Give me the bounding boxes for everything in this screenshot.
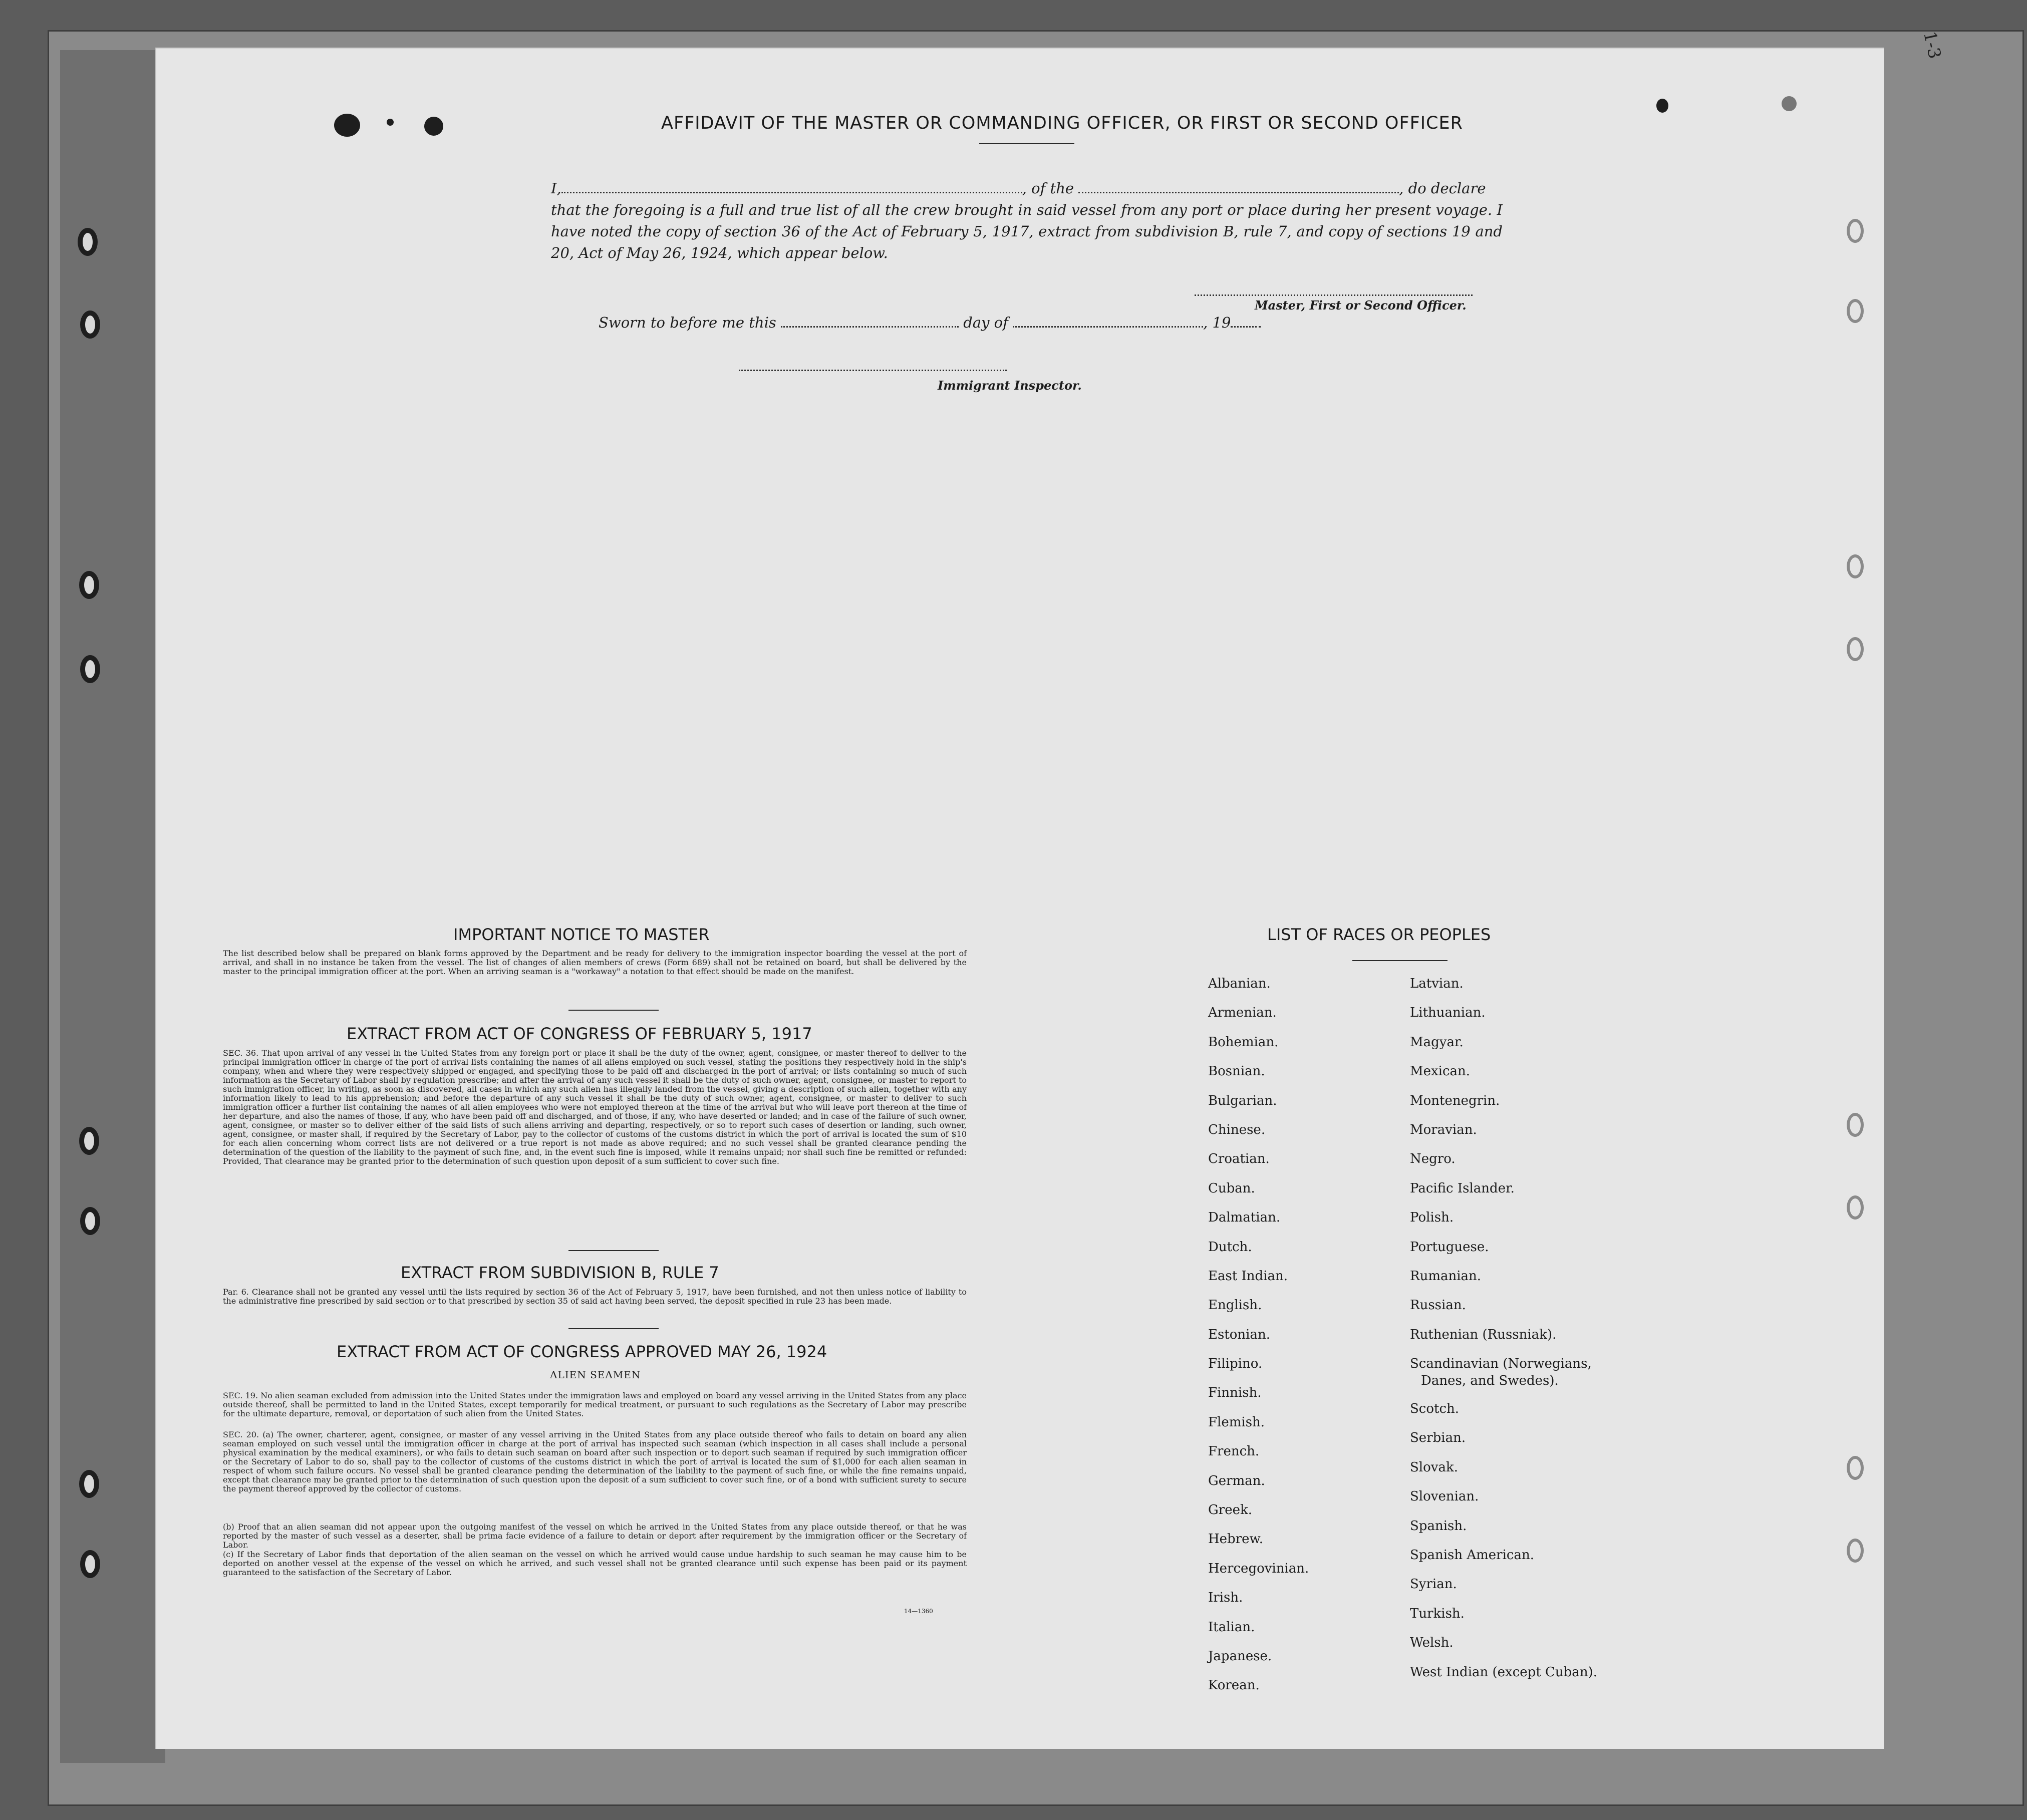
race-item: English. [1208,1298,1262,1313]
name-blank [561,182,1022,193]
race-item: Turkish. [1410,1606,1465,1621]
extract-1924-sec20c: (c) If the Secretary of Labor finds that deportation of the alien seaman on the vessel on which he arrived would cause undue hardship to such seaman he may cause him to be deported on another vessel at the expense of the vessel on which he arrived, and such vessel shall not be granted clearance until such expense has been paid or its payment guaranteed to the satisfaction of the Secretary of Labor. [223,1550,967,1577]
race-item: Montenegrin. [1410,1093,1500,1108]
race-item: Chinese. [1208,1122,1266,1137]
ink-stain [334,114,360,137]
ink-stain [1782,96,1797,111]
form-code: 14—1360 [904,1608,933,1615]
race-item: Croatian. [1208,1151,1270,1167]
race-item: Bohemian. [1208,1034,1279,1050]
race-item: Estonian. [1208,1327,1270,1342]
vessel-blank [1078,182,1399,193]
binder-spine [60,50,165,1763]
divider [568,1328,659,1329]
sworn-year-blank [1231,316,1261,328]
extract-1917-text: SEC. 36. That upon arrival of any vessel in the United States from any foreign port or place it shall be the duty of the owner, agent, consignee, or master thereof to deliver to the principal immigration officer in charge of the port of arrival lists containing the names of all aliens employed on such vessel, stating the positions they respectively hold in the ship's company, when and where they were respectively shipped or engaged, and specifying those to be paid off and discharged in the port of arrival; or lists containing so much of such information as the Secretary of Labor shall by regulation prescribe; and after the arrival of any such vessel it shall be the duty of such owner, agent, consignee, or master to report to such immigration officer, in writing, as soon as discovered, all cases in which any such alien has illegally landed from the vessel, giving a description of such alien, together with any information likely to lead to his apprehension; and before the departure of any such vessel it shall be the duty of such owner, agent, consignee, or master to deliver to such immigration officer a further list containing the names of all alien employees who were not employed thereon at the time of the arrival but who will leave port thereon at the time of her departure, and also the names of those, if any, who have been paid off and discharged, and of those, if any, who have deserted or landed; and in case of the failure of such owner, agent, consignee, or master so to deliver either of the said lists of such aliens arriving and departing, respectively, or so to report such cases of desertion or landing, such owner, agent, consignee, or master shall, if required by the Secretary of Labor, pay to the collector of customs of the customs district in which the port of arrival is located the sum of $10 for each alien concerning whom correct lists are not delivered or a true report is not made as above required; and no such vessel shall be granted clearance pending the determination of the question of the liability to the payment of such fine, and, in the event such fine is imposed, while it remains unpaid; nor shall such fine be remitted or refunded: Provided, That clearance may be granted prior to the determination of such question upon deposit of a sum sufficient to cover such fine. [223,1048,967,1166]
race-item: Bosnian. [1208,1064,1265,1079]
race-item: Polish. [1410,1210,1454,1226]
binder-hole [80,655,100,683]
race-item: Scandinavian (Norwegians, [1410,1356,1592,1372]
race-item: Flemish. [1208,1414,1265,1430]
sworn-prefix: Sworn to before me this [599,314,776,331]
sworn-line [599,314,1261,331]
race-item: Welsh. [1410,1635,1454,1651]
sworn-day-blank [781,316,959,328]
race-item: Mexican. [1410,1064,1471,1079]
race-item: Magyar. [1410,1034,1464,1050]
extract-1917-title: EXTRACT FROM ACT OF CONGRESS OF FEBRUARY 5, 1917 [347,1024,812,1043]
race-item: German. [1208,1473,1265,1488]
race-item: Russian. [1410,1298,1466,1313]
race-item: Negro. [1410,1151,1456,1167]
extract-1924-sec20: SEC. 20. (a) The owner, charterer, agent, consignee, or master of any vessel arriving in the United States from any place outside thereof who fails to detain on board any alien seaman employed on such vessel until the immigration officer in charge at the port of arrival has inspected such seaman (which inspection in all cases shall include a personal physical examination by the medical examiners), or who fails to detain such seaman on board after such inspection or to deport such seaman if required by such immigration officer or the Secretary of Labor to do so, shall pay to the collector of customs of the customs district in which the port of arrival is located the sum of $1,000 for each alien seaman in respect of whom such failure occurs. No vessel shall be granted clearance pending the determination of the liability to the payment of such fine, or while the fine remains unpaid, except that clearance may be granted prior to the determination of such question upon the deposit of a sum sufficient to cover such fine, or of a bond with sufficient surety to secure the payment thereof approved by the collector of customs. [223,1430,967,1493]
notice-title: IMPORTANT NOTICE TO MASTER [453,925,710,944]
page-hole [1847,1113,1864,1137]
binder-hole [79,1470,99,1498]
race-item: Finnish. [1208,1385,1262,1401]
subdivision-title: EXTRACT FROM SUBDIVISION B, RULE 7 [401,1263,719,1282]
title-underline [979,143,1074,144]
master-label: Master, First or Second Officer. [1255,298,1467,313]
page-hole [1847,1539,1864,1563]
extract-1924-title: EXTRACT FROM ACT OF CONGRESS APPROVED MAY 26, 1924 [337,1342,827,1361]
extract-1924-sec20b: (b) Proof that an alien seaman did not appear upon the outgoing manifest of the vessel on which he arrived in the United States from any place outside thereof, or that he was reported by the master of such vessel as a deserter, shall be prima facie evidence of a failure to detain or deport after requirement by the immigration officer or the Secretary of Labor. [223,1522,967,1550]
races-right-column [1410,969,1597,1687]
notice-text: The list described below shall be prepared on blank forms approved by the Department and be ready for delivery to the immigration inspector boarding the vessel at the port of arrival, and shall in no instance be taken from the vessel. The list of changes of alien members of crews (Form 689) shall not be retained on board, but shall be delivered by the master to the principal immigration officer at the port. When an arriving seaman is a "workaway" a notation to that effect should be made on the manifest. [223,949,967,976]
affidavit-title: AFFIDAVIT OF THE MASTER OR COMMANDING OFFICER, OR FIRST OR SECOND OFFICER [661,113,1463,133]
sworn-day-label: day of [963,314,1008,331]
race-item: East Indian. [1208,1268,1288,1284]
page-hole [1847,1456,1864,1480]
subdivision-text: Par. 6. Clearance shall not be granted any vessel until the lists required by section 36 of the Act of February 5, 1917, have been furnished, and not then unless notice of liability to the administrative fine prescribed by said section or to that prescribed by section 35 of said act having been served, the deposit specified in rule 23 has been made. [223,1287,967,1306]
race-item: Lithuanian. [1410,1005,1486,1021]
race-item: Hebrew. [1208,1532,1263,1547]
race-item: Danes, and Swedes). [1421,1373,1559,1389]
race-item: French. [1208,1444,1260,1459]
ink-stain [424,117,443,136]
ink-stain [387,119,394,126]
binder-hole [78,228,98,256]
race-item: Slovak. [1410,1459,1458,1475]
binder-hole [79,571,99,599]
race-item: Greek. [1208,1502,1252,1518]
page-hole [1847,1195,1864,1220]
inspector-label: Immigrant Inspector. [938,378,1082,393]
page-number: 1-3 [1919,30,1945,61]
affidavit-text [551,178,1503,264]
affidavit-i: I, [551,180,561,197]
binder-hole [80,1550,100,1578]
races-underline [1352,960,1447,961]
race-item: Irish. [1208,1590,1243,1606]
race-item: Bulgarian. [1208,1093,1277,1108]
race-item: Spanish. [1410,1518,1467,1534]
race-item: Pacific Islander. [1410,1180,1515,1196]
page-hole [1847,554,1864,578]
race-item: Filipino. [1208,1356,1263,1372]
sworn-year-label: , 19 [1203,314,1231,331]
inspector-signature-line [739,370,1007,371]
races-left-column [1208,969,1309,1700]
document-page [155,48,1884,1749]
race-item: Moravian. [1410,1122,1477,1137]
races-title: LIST OF RACES OR PEOPLES [1267,925,1491,944]
affidavit-body: that the foregoing is a full and true list of all the crew brought in said vessel from any port or place during her present voyage. I have noted the copy of section 36 of the Act of February 5, 1917, extract from subdivision B, rule 7, and copy of sections 19 and 20, Act of May 26, 1924, which appear below. [551,201,1503,261]
race-item: Japanese. [1208,1648,1272,1664]
race-item: Cuban. [1208,1180,1255,1196]
divider [568,1010,659,1011]
alien-seamen-subtitle: ALIEN SEAMEN [550,1369,641,1381]
race-item: Scotch. [1410,1401,1460,1417]
binder-hole [80,311,100,339]
race-item: Rumanian. [1410,1268,1482,1284]
page-hole [1847,637,1864,661]
sworn-month-blank [1013,316,1203,328]
race-item: West Indian (except Cuban). [1410,1664,1597,1680]
ink-stain [1656,99,1668,113]
race-item: Dalmatian. [1208,1210,1281,1226]
divider [568,1250,659,1251]
binder-hole [79,1127,99,1155]
binder-hole [80,1207,100,1235]
race-item: Albanian. [1208,976,1271,991]
master-signature-line [1195,294,1473,296]
race-item: Syrian. [1410,1577,1457,1592]
page-hole [1847,219,1864,243]
affidavit-of-the: , of the [1022,180,1074,197]
affidavit-declare: , do declare [1399,180,1486,197]
race-item: Armenian. [1208,1005,1277,1021]
race-item: Italian. [1208,1619,1255,1635]
race-item: Slovenian. [1410,1489,1479,1504]
race-item: Serbian. [1410,1430,1466,1446]
race-item: Hercegovinian. [1208,1561,1309,1576]
extract-1924-sec19: SEC. 19. No alien seaman excluded from admission into the United States under the immigration laws and employed on board any vessel arriving in the United States from any place outside thereof, shall be permitted to land in the United States, except temporarily for medical treatment, or pursuant to such regulations as the Secretary of Labor may prescribe for the ultimate departure, removal, or deportation of such alien from the United States. [223,1391,967,1418]
race-item: Spanish American. [1410,1548,1535,1563]
race-item: Portuguese. [1410,1239,1489,1255]
race-item: Latvian. [1410,976,1464,991]
page-hole [1847,299,1864,323]
race-item: Ruthenian (Russniak). [1410,1327,1557,1342]
race-item: Dutch. [1208,1239,1252,1255]
race-item: Korean. [1208,1678,1260,1693]
